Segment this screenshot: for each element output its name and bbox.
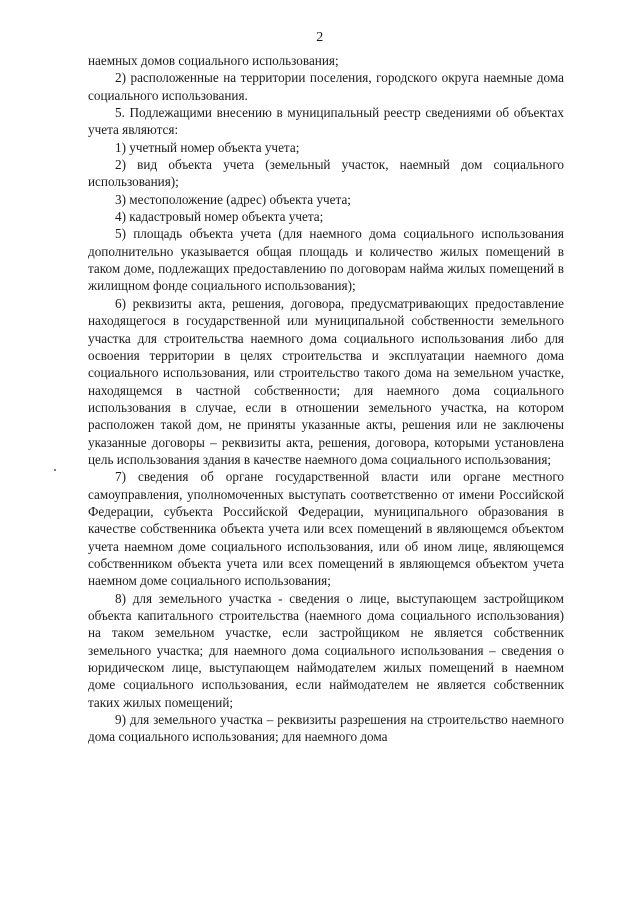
page-number: 2 (316, 30, 324, 45)
paragraph-item-7-authority: 7) сведения об органе государственной власти или органе местного самоуправления, уполномоченных выступать соответственно от имени Российской Федерации, субъекта Российской Федерации, муниципального образования в качестве собственника объекта учета или всех помещений в являющемся объектом учета наемном доме социального использования, или об ином лице, являющемся собственником объекта учета или всех помещений в являющемся объектом учета наемном доме социального использования; (88, 469, 564, 589)
paragraph-item-5-area: 5) площадь объекта учета (для наемного дома социального использования дополнительно указывается общая площадь и количество жилых помещений в таком доме, подлежащих предоставлению по договорам найма жилых помещений в жилищном фонде социального использования); (88, 226, 564, 294)
document-body (88, 52, 564, 746)
paragraph-item-2-object-type: 2) вид объекта учета (земельный участок, наемный дом социального использования); (88, 157, 564, 190)
paragraph-item-6-requisites: 6) реквизиты акта, решения, договора, предусматривающих предоставление находящегося в государственной или муниципальной собственности земельного участка для строительства наемного дома социального использования либо для освоения территории в целях строительства и эксплуатации наемного дома социального использования, или строительство такого дома на земельном участке, находящемся в частной собственности; для наемного дома социального использования в случае, если в отношении земельного участка, на котором расположен такой дом, не приняты указанные акты, решения или не заключены указанные договоры – реквизиты акта, решения, договора, которыми установлена цель использования здания в качестве наемного дома социального использования; (88, 295, 564, 467)
margin-mark (54, 469, 56, 471)
paragraph-item-8-developer: 8) для земельного участка - сведения о лице, выступающем застройщиком объекта капитального строительства (наемного дома социального использования) на таком земельном участке, если застройщиком не является собственник земельного участка; для наемного дома социального использования – сведения о юридическом лице, выступающем наймодателем жилых помещений в наемном доме социального использования, если наймодателем не является собственник таких жилых помещений; (88, 590, 564, 710)
paragraph-clause-5: 5. Подлежащими внесению в муниципальный реестр сведениями об объектах учета являются: (88, 105, 564, 138)
paragraph-item-1-account-number: 1) учетный номер объекта учета; (115, 139, 300, 155)
paragraph-item-9-permit: 9) для земельного участка – реквизиты разрешения на строительство наемного дома социального использования; для наемного дома (88, 712, 564, 745)
paragraph-item-2-territory: 2) расположенные на территории поселения, городского округа наемные дома социального использования. (88, 70, 564, 103)
paragraph-item-3-location: 3) местоположение (адрес) объекта учета; (115, 191, 351, 207)
paragraph-item-4-cadastral-number: 4) кадастровый номер объекта учета; (115, 209, 324, 225)
paragraph-continuation: наемных домов социального использования; (88, 53, 339, 68)
